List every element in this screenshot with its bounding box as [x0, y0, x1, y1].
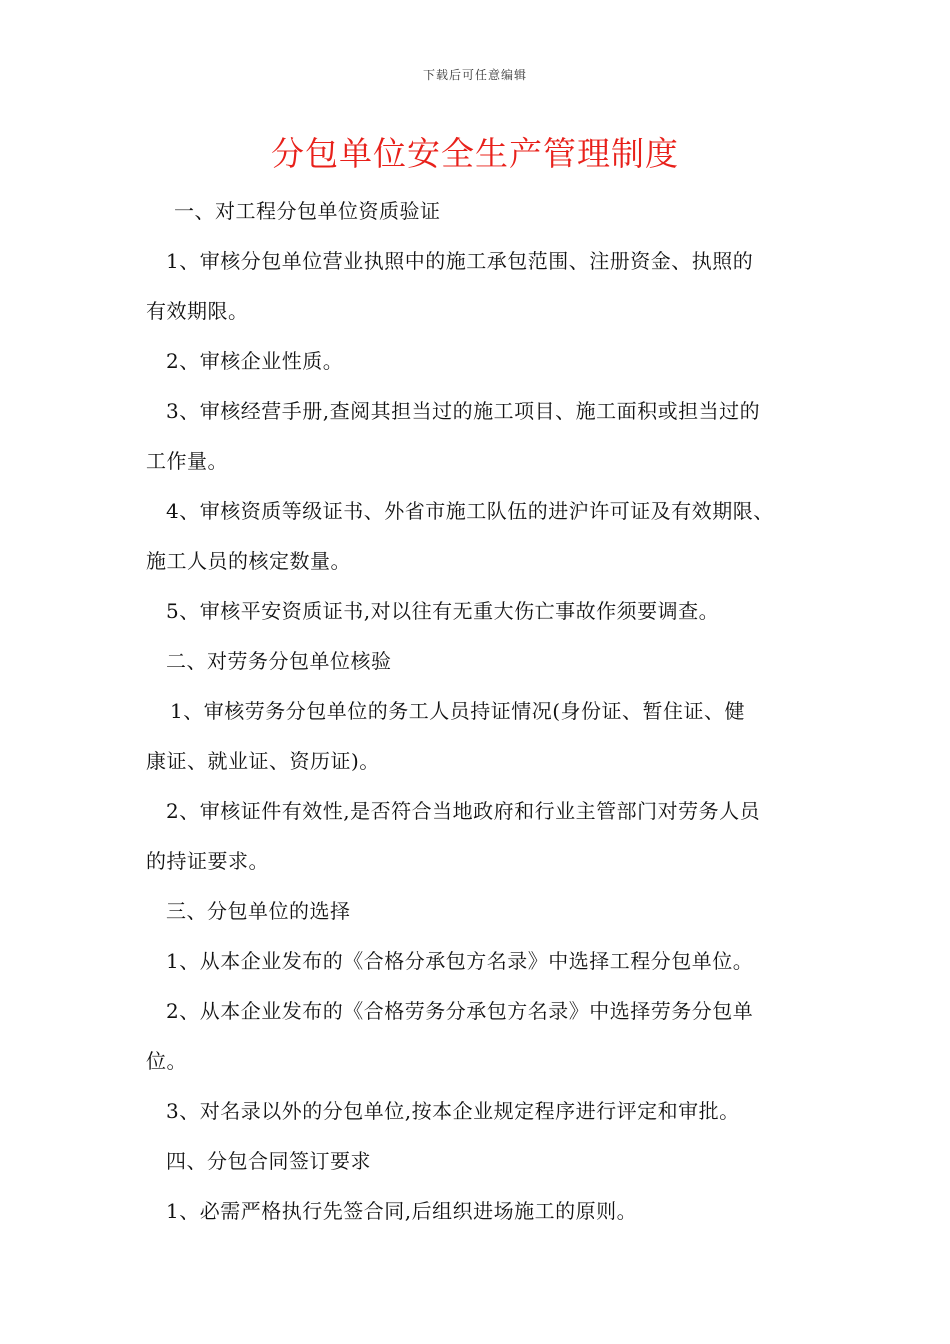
- paragraph-continuation: 工作量。: [146, 449, 228, 473]
- paragraph-continuation: 位。: [146, 1049, 187, 1073]
- paragraph-line: 1、必需严格执行先签合同,后组织进场施工的原则。: [166, 1199, 638, 1223]
- paragraph-line: 3、对名录以外的分包单位,按本企业规定程序进行评定和审批。: [166, 1099, 740, 1123]
- section-heading: 二、对劳务分包单位核验: [166, 649, 392, 673]
- paragraph-line: 5、审核平安资质证书,对以往有无重大伤亡事故作须要调查。: [166, 599, 720, 623]
- document-body: [146, 186, 826, 1236]
- paragraph-line: 3、审核经营手册,查阅其担当过的施工项目、施工面积或担当过的: [166, 399, 761, 423]
- document-title: 分包单位安全生产管理制度: [271, 134, 679, 173]
- paragraph-line: 4、审核资质等级证书、外省市施工队伍的进沪许可证及有效期限、: [166, 499, 774, 523]
- paragraph-continuation: 康证、就业证、资历证)。: [146, 749, 380, 773]
- section-heading: 四、分包合同签订要求: [166, 1149, 371, 1173]
- paragraph-continuation: 的持证要求。: [146, 849, 269, 873]
- paragraph-line: 2、从本企业发布的《合格劳务分承包方名录》中选择劳务分包单: [166, 999, 754, 1023]
- paragraph-line: 1、审核分包单位营业执照中的施工承包范围、注册资金、执照的: [166, 249, 754, 273]
- paragraph-continuation: 有效期限。: [146, 299, 249, 323]
- paragraph-line: 2、审核企业性质。: [166, 349, 344, 373]
- paragraph-line: 2、审核证件有效性,是否符合当地政府和行业主管部门对劳务人员: [166, 799, 761, 823]
- section-heading: 一、对工程分包单位资质验证: [174, 199, 441, 223]
- header-note: 下载后可任意编辑: [422, 68, 527, 82]
- section-heading: 三、分包单位的选择: [166, 899, 351, 923]
- paragraph-continuation: 施工人员的核定数量。: [146, 549, 351, 573]
- paragraph-line: 1、从本企业发布的《合格分承包方名录》中选择工程分包单位。: [166, 949, 754, 973]
- paragraph-line: 1、审核劳务分包单位的务工人员持证情况(身份证、暂住证、健: [170, 699, 746, 723]
